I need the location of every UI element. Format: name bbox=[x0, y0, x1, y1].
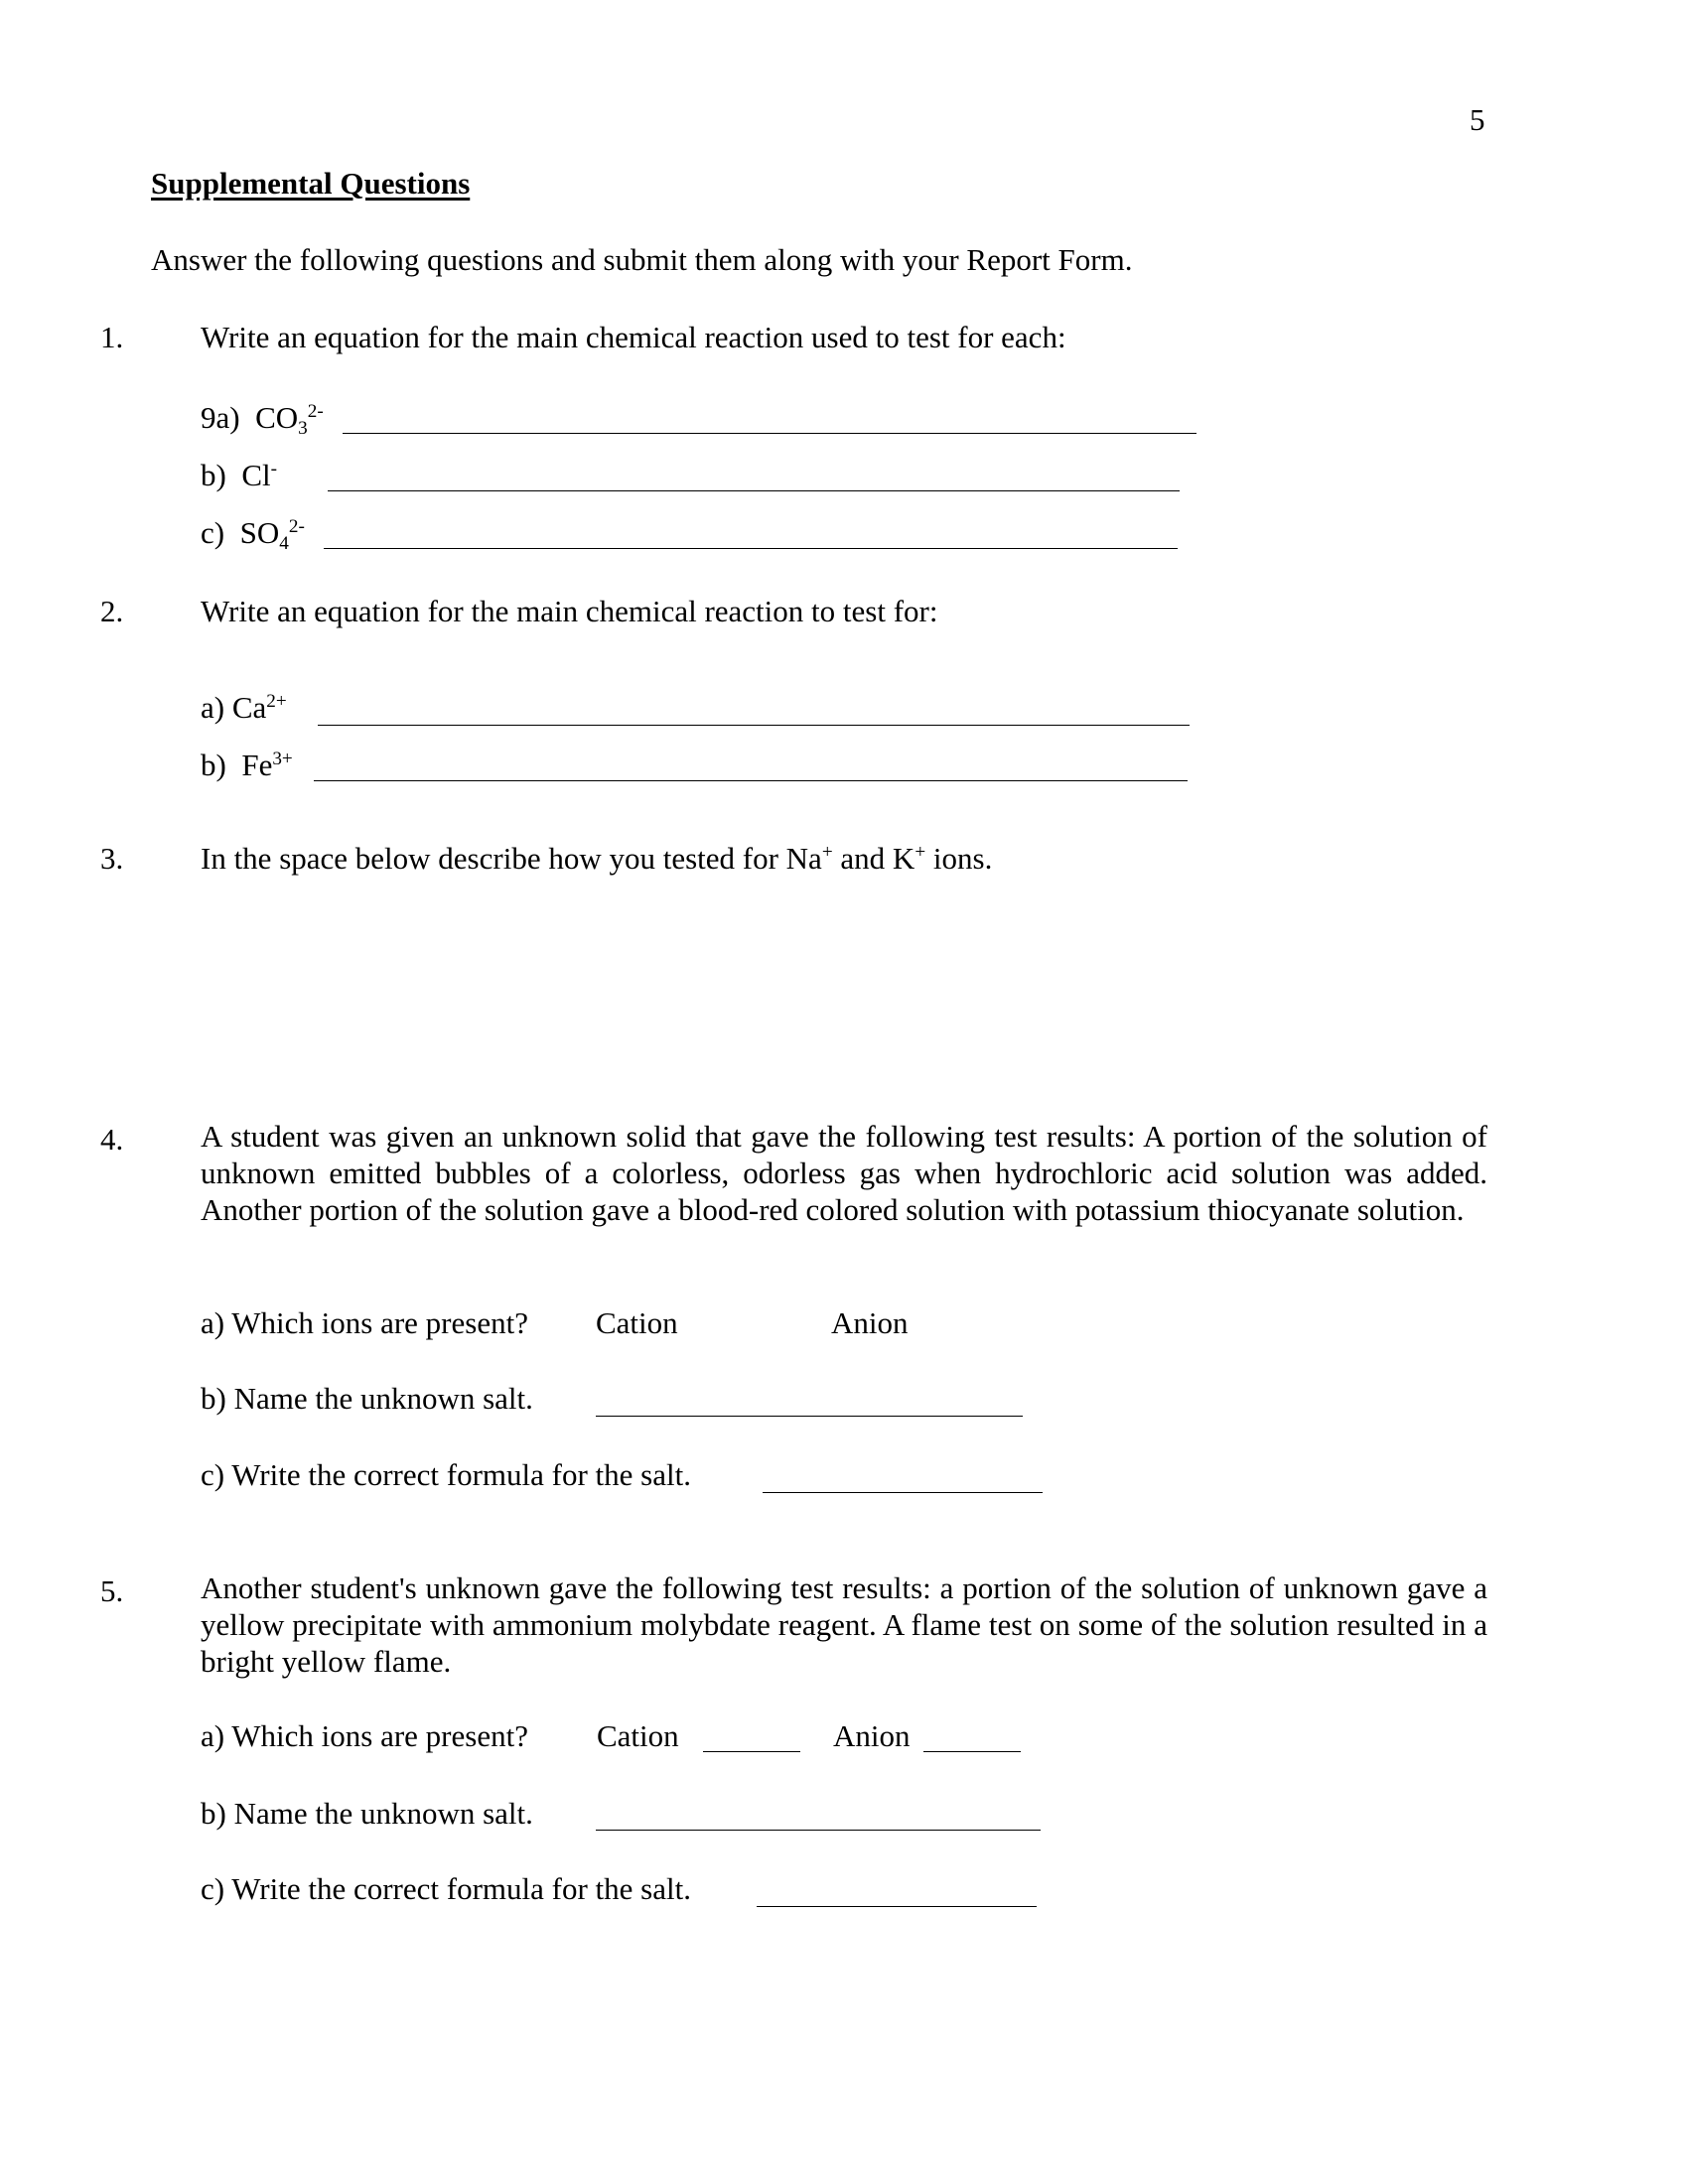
q1c-ion-base: SO bbox=[239, 515, 280, 550]
q1c-label bbox=[201, 514, 305, 554]
q5-number: 5. bbox=[100, 1573, 124, 1608]
q2a-ion bbox=[232, 690, 287, 725]
q1b-label bbox=[201, 457, 277, 493]
q1b-ion bbox=[241, 458, 277, 492]
q1c-ion bbox=[239, 515, 305, 554]
q2-text: Write an equation for the main chemical reaction to test for: bbox=[201, 594, 938, 628]
q5c-text: c) Write the correct formula for the salt. bbox=[201, 1871, 691, 1906]
page-number: 5 bbox=[1470, 102, 1485, 137]
q2a-ion-base: Ca bbox=[231, 690, 267, 725]
q4a-anion-label: Anion bbox=[831, 1305, 909, 1340]
q1-number: 1. bbox=[100, 320, 124, 354]
q1c-answer-line[interactable] bbox=[324, 548, 1178, 549]
q1a-ion bbox=[255, 400, 324, 439]
q2a-label bbox=[201, 689, 287, 726]
q3-number: 3. bbox=[100, 841, 124, 876]
q2b-ion bbox=[241, 748, 292, 782]
q2b-letter: b) bbox=[201, 748, 226, 782]
q5c-answer-line[interactable] bbox=[757, 1906, 1037, 1907]
q1c-ion-charge: 2- bbox=[288, 516, 305, 538]
q1a-label bbox=[201, 399, 324, 439]
q4-text: A student was given an unknown solid that gave the following test results: A portion of the solution of unknown emitted bubbles of a colorless, odorless gas when hydrochloric acid solution was added. Another portion of the solution gave a blood-red colored solution with potassium thiocyanate solution. bbox=[201, 1119, 1487, 1227]
q2a-ion-charge: 2+ bbox=[266, 691, 287, 713]
q2b-ion-base: Fe bbox=[241, 748, 273, 782]
q5a-cation-label: Cation bbox=[597, 1718, 679, 1753]
q4c-text: c) Write the correct formula for the salt. bbox=[201, 1457, 691, 1492]
q5a-text: a) Which ions are present? bbox=[201, 1718, 528, 1753]
q3-k-charge: + bbox=[914, 842, 926, 864]
q2a-answer-line[interactable] bbox=[318, 725, 1190, 726]
q4-number: 4. bbox=[100, 1122, 124, 1157]
q3-text-part-3: ions. bbox=[925, 841, 993, 876]
q4b-answer-line[interactable] bbox=[596, 1416, 1023, 1417]
q1b-answer-line[interactable] bbox=[328, 490, 1180, 491]
q1b-letter: b) bbox=[201, 458, 226, 492]
q2b-ion-charge: 3+ bbox=[272, 749, 293, 770]
q3-text-part-1: In the space below describe how you tested for Na bbox=[201, 841, 822, 876]
q1b-ion-charge: - bbox=[270, 459, 278, 480]
q5a-anion-label: Anion bbox=[833, 1718, 911, 1753]
q4a-text: a) Which ions are present? bbox=[201, 1305, 528, 1340]
q3-text bbox=[201, 840, 992, 877]
q5a-anion-answer-line[interactable] bbox=[923, 1751, 1021, 1752]
q1b-ion-base: Cl bbox=[241, 458, 271, 492]
q2-number: 2. bbox=[100, 594, 124, 628]
q1a-ion-base: CO bbox=[255, 400, 299, 435]
q1a-ion-charge: 2- bbox=[307, 401, 324, 423]
q1c-ion-sub: 4 bbox=[279, 532, 289, 554]
intro-text: Answer the following questions and submit them along with your Report Form. bbox=[151, 242, 1133, 277]
q1a-letter: 9a) bbox=[201, 400, 240, 435]
q2a-letter: a) bbox=[201, 690, 225, 725]
q3-text-part-2: and K bbox=[832, 841, 915, 876]
q1c-letter: c) bbox=[201, 515, 225, 550]
q2b-label bbox=[201, 747, 293, 783]
q5-text: Another student's unknown gave the following test results: a portion of the solution of unknown gave a yellow precipitate with ammonium molybdate reagent. A flame test on some of the solution resulted in a bright yellow flame. bbox=[201, 1570, 1487, 1679]
q4a-cation-label: Cation bbox=[596, 1305, 678, 1340]
q3-na-charge: + bbox=[821, 842, 833, 864]
page-title: Supplemental Questions bbox=[151, 166, 471, 201]
q4c-answer-line[interactable] bbox=[763, 1492, 1043, 1493]
q4b-text: b) Name the unknown salt. bbox=[201, 1381, 533, 1416]
q1a-answer-line[interactable] bbox=[343, 433, 1196, 434]
q1a-ion-sub: 3 bbox=[298, 417, 308, 439]
q5b-text: b) Name the unknown salt. bbox=[201, 1796, 533, 1831]
q5a-cation-answer-line[interactable] bbox=[703, 1751, 800, 1752]
q5b-answer-line[interactable] bbox=[596, 1830, 1041, 1831]
q1-text: Write an equation for the main chemical reaction used to test for each: bbox=[201, 320, 1066, 354]
q2b-answer-line[interactable] bbox=[314, 780, 1188, 781]
